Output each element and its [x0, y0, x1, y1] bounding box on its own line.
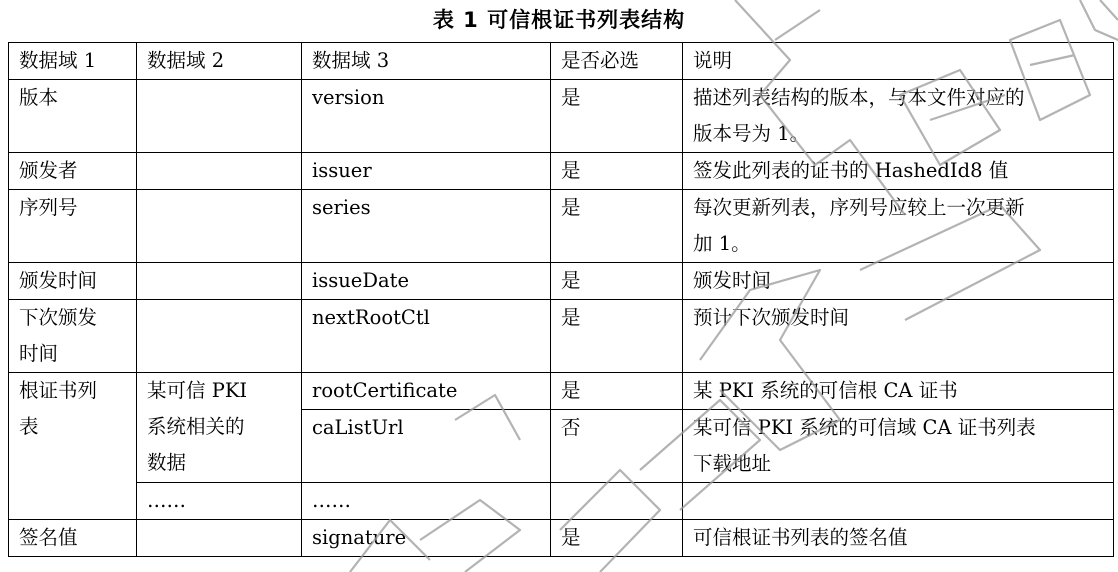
cell-field3: rootCertificate — [302, 373, 551, 410]
cell-description: 颁发时间 — [683, 263, 1114, 300]
cell-description: 签发此列表的证书的 HashedId8 值 — [683, 153, 1114, 190]
cell-field2-merged — [137, 373, 302, 483]
field2-line: 某可信 PKI — [147, 379, 248, 402]
header-field1: 数据域 1 — [9, 43, 137, 80]
cell-field2 — [137, 300, 302, 373]
cell-description: 某 PKI 系统的可信根 CA 证书 — [683, 373, 1114, 410]
table-row — [9, 300, 1114, 373]
header-field3: 数据域 3 — [302, 43, 551, 80]
cell-description — [683, 483, 1114, 520]
field1-line: 根证书列 — [19, 379, 98, 402]
field1-line: 表 — [19, 415, 39, 438]
cell-description — [683, 190, 1114, 263]
cell-field2-ellipsis: …… — [137, 483, 302, 520]
cell-field2 — [137, 520, 302, 557]
field1-line: 时间 — [19, 342, 59, 365]
cell-required: 是 — [551, 263, 683, 300]
description-line: 版本号为 1。 — [693, 122, 810, 145]
root-cert-list-table — [8, 42, 1114, 557]
cell-field1: 颁发时间 — [9, 263, 137, 300]
cell-field3: series — [302, 190, 551, 263]
table-caption: 表 1 可信根证书列表结构 — [432, 8, 686, 32]
cell-required: 是 — [551, 373, 683, 410]
cell-field2 — [137, 263, 302, 300]
table-row — [9, 190, 1114, 263]
cell-required: 是 — [551, 520, 683, 557]
cell-field3: version — [302, 80, 551, 153]
description-line: 描述列表结构的版本，与本文件对应的 — [693, 86, 1025, 109]
cell-required: 是 — [551, 80, 683, 153]
cell-required: 是 — [551, 153, 683, 190]
table-row — [9, 483, 1114, 520]
cell-required: 是 — [551, 300, 683, 373]
cell-field1: 签名值 — [9, 520, 137, 557]
cell-field3: signature — [302, 520, 551, 557]
field1-line: 下次颁发 — [19, 306, 98, 329]
table-row — [9, 153, 1114, 190]
cell-field2 — [137, 190, 302, 263]
description-line: 每次更新列表，序列号应较上一次更新 — [693, 196, 1025, 219]
cell-field3-ellipsis: …… — [302, 483, 551, 520]
header-required: 是否必选 — [551, 43, 683, 80]
cell-required: 是 — [551, 190, 683, 263]
cell-field1-merged — [9, 373, 137, 520]
header-description: 说明 — [683, 43, 1114, 80]
cell-field1 — [9, 300, 137, 373]
cell-field1: 序列号 — [9, 190, 137, 263]
cell-description — [683, 410, 1114, 483]
cell-required: 否 — [551, 410, 683, 483]
cell-field3: issuer — [302, 153, 551, 190]
cell-field3: caListUrl — [302, 410, 551, 483]
header-row — [9, 43, 1114, 80]
header-field2: 数据域 2 — [137, 43, 302, 80]
table-row — [9, 80, 1114, 153]
cell-field1: 版本 — [9, 80, 137, 153]
cell-field3: issueDate — [302, 263, 551, 300]
table-row — [9, 520, 1114, 557]
cell-field1: 颁发者 — [9, 153, 137, 190]
field2-line: 数据 — [147, 451, 187, 474]
cell-field3: nextRootCtl — [302, 300, 551, 373]
table-row — [9, 373, 1114, 410]
field2-line: 系统相关的 — [147, 415, 245, 438]
cell-description — [683, 80, 1114, 153]
cell-field2 — [137, 80, 302, 153]
cell-description: 预计下次颁发时间 — [683, 300, 1114, 373]
cell-field2 — [137, 153, 302, 190]
cell-required — [551, 483, 683, 520]
description-line: 加 1。 — [693, 232, 751, 255]
description-line: 下载地址 — [693, 452, 772, 475]
description-line: 某可信 PKI 系统的可信域 CA 证书列表 — [693, 416, 1036, 439]
cell-description: 可信根证书列表的签名值 — [683, 520, 1114, 557]
table-row — [9, 263, 1114, 300]
